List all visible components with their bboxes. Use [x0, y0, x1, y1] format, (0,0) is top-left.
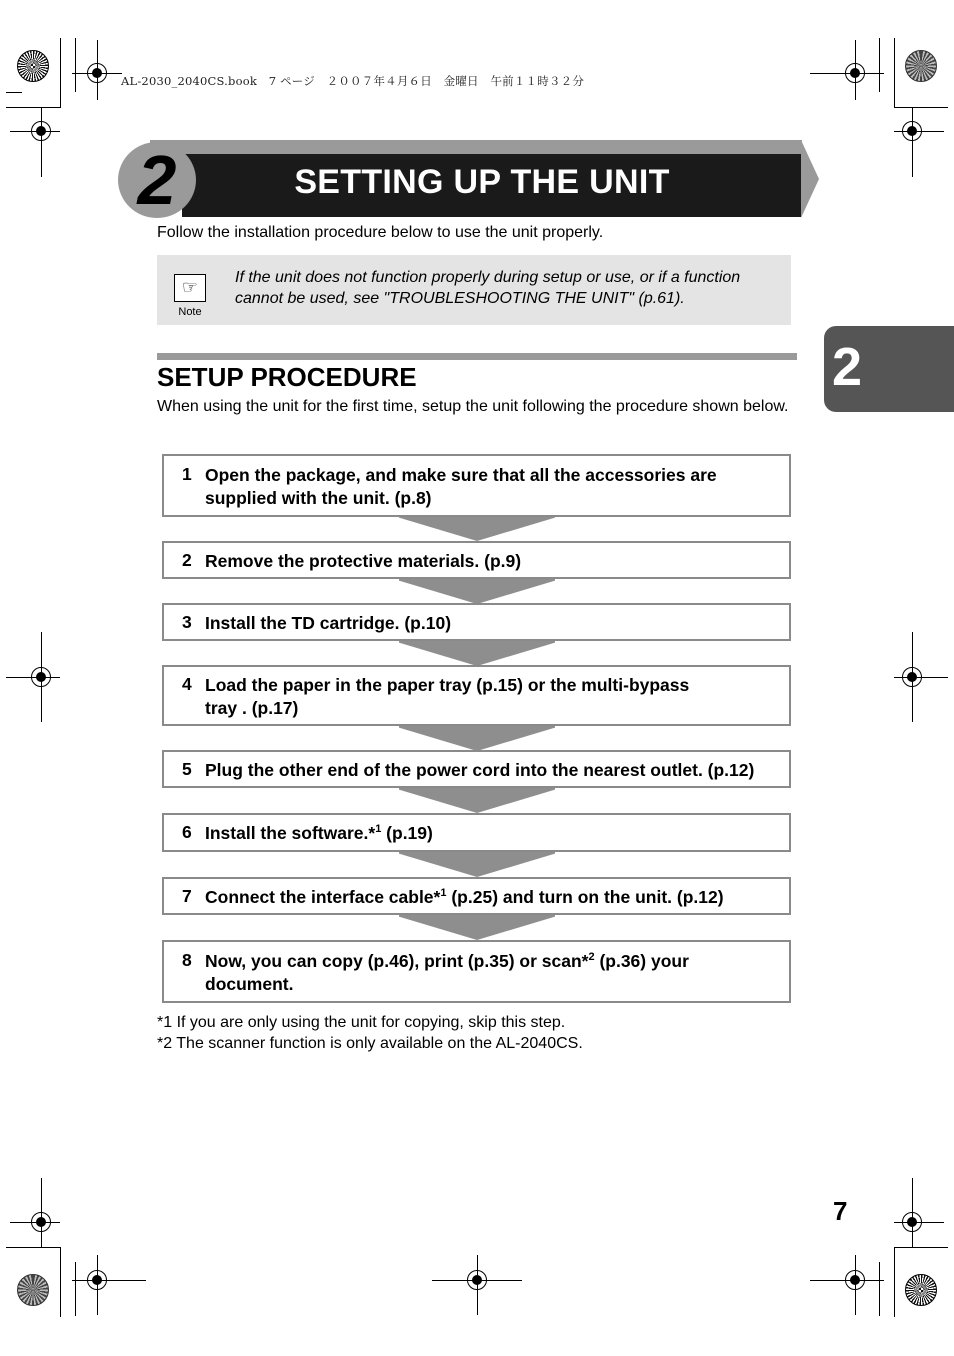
section-rule — [157, 353, 797, 360]
step-number: 2 — [182, 550, 192, 570]
step-text: Remove the protective materials. (p.9) — [205, 551, 522, 571]
step-number: 1 — [182, 464, 192, 484]
step-number: 6 — [182, 822, 192, 842]
step-text — [205, 674, 777, 720]
step-line-2: tray . (p.17) — [205, 698, 299, 718]
footnote-ref: 1 — [375, 823, 382, 835]
note-line-1: If the unit does not function properly during setup or use, or if a function — [235, 269, 741, 286]
registration-wheel-icon — [17, 50, 49, 82]
registration-mark-icon — [902, 121, 922, 141]
flow-arrow-icon — [399, 914, 555, 940]
step-4 — [162, 665, 791, 726]
step-text — [205, 464, 777, 510]
step-text: Install the TD cartridge. (p.10) — [205, 613, 452, 633]
step-1 — [162, 454, 791, 517]
flow-arrow-icon — [399, 787, 555, 813]
registration-mark-icon — [87, 63, 107, 83]
step-number: 3 — [182, 612, 192, 632]
registration-mark-icon — [31, 667, 51, 687]
note-text — [235, 267, 785, 309]
section-title: SETUP PROCEDURE — [157, 362, 417, 392]
pointing-hand-icon: ☞ — [174, 274, 206, 302]
registration-wheel-icon — [905, 50, 937, 82]
registration-wheel-icon — [17, 1274, 49, 1306]
step-number: 8 — [182, 950, 192, 970]
step-line-1: Now, you can copy (p.46), print (p.35) or scan*$^2$ (p.36) your — [205, 951, 689, 971]
footnote-ref: 1 — [440, 887, 447, 899]
registration-mark-icon — [31, 121, 51, 141]
registration-mark-icon — [31, 1212, 51, 1232]
flow-arrow-icon — [399, 578, 555, 604]
note-line-2: cannot be used, see "TROUBLESHOOTING THE UNIT" (p.61). — [235, 290, 685, 307]
flow-arrow-icon — [399, 515, 555, 541]
step-line-1: Open the package, and make sure that all the accessories are — [205, 465, 717, 485]
registration-mark-icon — [845, 1270, 865, 1290]
registration-mark-icon — [902, 1212, 922, 1232]
side-tab-number: 2 — [832, 337, 863, 397]
step-7 — [162, 877, 791, 915]
footnote-1: *1 If you are only using the unit for copying, skip this step. — [157, 1014, 566, 1031]
note-label: Note — [178, 306, 202, 318]
step-3 — [162, 603, 791, 641]
chapter-number: 2 — [137, 141, 177, 219]
intro-text: Follow the installation procedure below to use the unit properly. — [157, 224, 604, 241]
step-text: Plug the other end of the power cord into the nearest outlet. (p.12) — [205, 760, 755, 780]
step-text: Install the software.*$^1$ (p.19) — [205, 823, 433, 843]
step-line-2: supplied with the unit. (p.8) — [205, 488, 432, 508]
registration-mark-icon — [467, 1270, 487, 1290]
step-number: 7 — [182, 886, 192, 906]
print-header: AL-2030_2040CS.book 7 ページ ２００７年４月６日 金曜日 午前１１時３２分 — [121, 74, 585, 88]
registration-mark-icon — [902, 667, 922, 687]
flow-arrow-icon — [399, 851, 555, 877]
registration-wheel-icon — [905, 1274, 937, 1306]
step-line-2: document. — [205, 974, 294, 994]
step-5 — [162, 750, 791, 788]
step-text — [205, 950, 777, 996]
step-text: Connect the interface cable*$^1$ (p.25) and turn on the unit. (p.12) — [205, 887, 724, 907]
page-number: 7 — [833, 1196, 848, 1226]
section-description: When using the unit for the first time, setup the unit following the procedure shown below. — [157, 398, 789, 415]
step-number: 5 — [182, 759, 192, 779]
chapter-title: SETTING UP THE UNIT — [294, 163, 670, 201]
flow-arrow-icon — [399, 640, 555, 666]
step-line-1: Load the paper in the paper tray (p.15) or the multi-bypass — [205, 675, 690, 695]
footnote-2: *2 The scanner function is only available on the AL-2040CS. — [157, 1035, 583, 1052]
step-number: 4 — [182, 674, 192, 694]
step-8 — [162, 940, 791, 1003]
step-6 — [162, 813, 791, 852]
registration-mark-icon — [87, 1270, 107, 1290]
registration-mark-icon — [845, 63, 865, 83]
footnote-ref: 2 — [588, 951, 595, 963]
step-2 — [162, 541, 791, 579]
flow-arrow-icon — [399, 725, 555, 751]
